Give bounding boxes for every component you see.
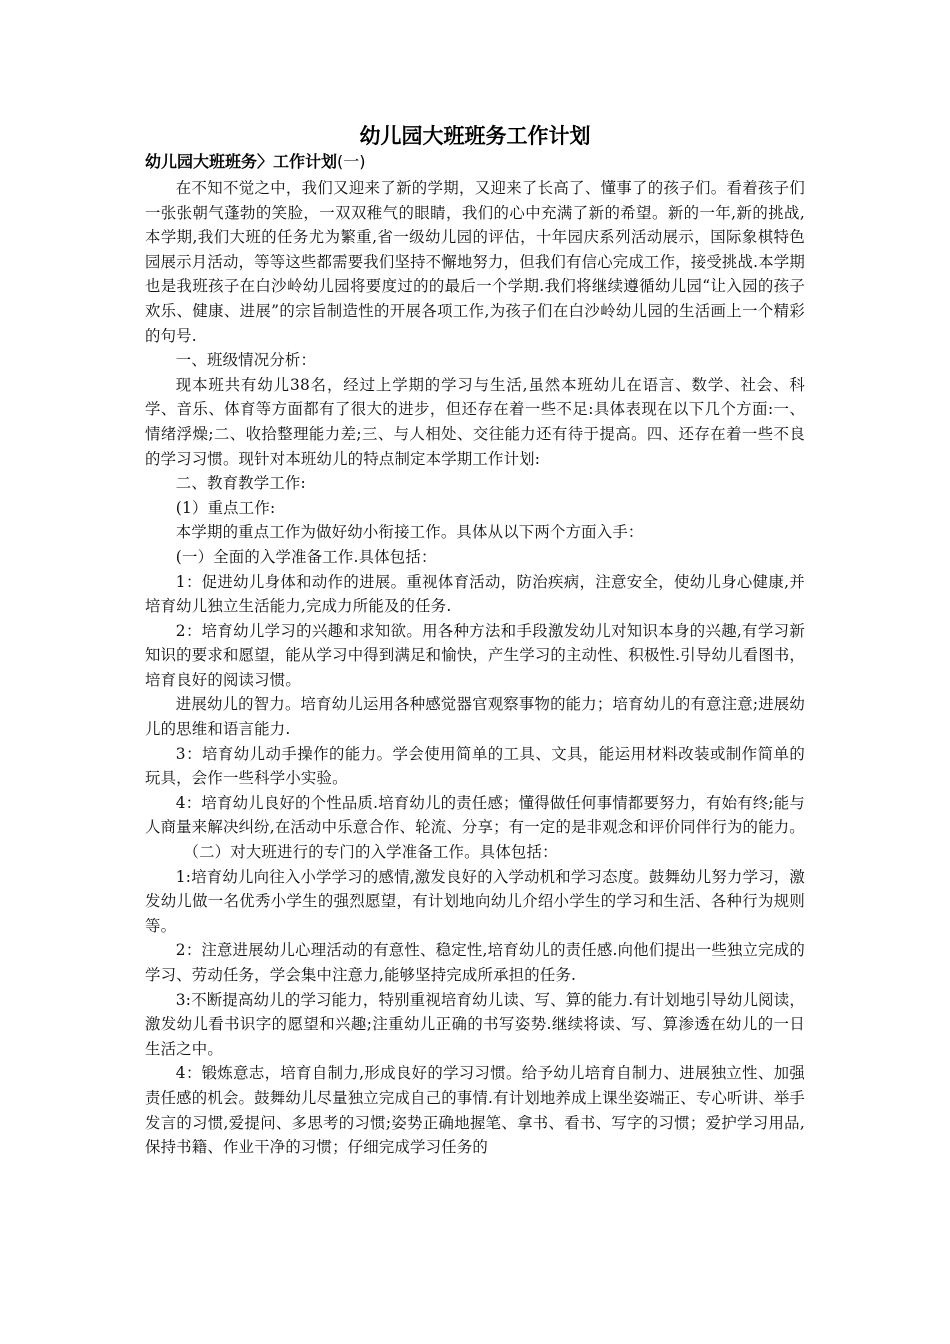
subtitle-main: 幼儿园大班班务〉工作计划 bbox=[145, 152, 338, 171]
paragraph-special-2: 2：注意进展幼儿心理活动的有意性、稳定性,培育幼儿的责任感.向他们提出一些独立完成的学习、劳动任务，学会集中注意力,能够坚持完成所承担的任务. bbox=[145, 941, 805, 984]
heading-key-work: (1）重点工作: bbox=[175, 498, 276, 517]
heading-general-preparation: (一）全面的入学准备工作.具体包括： bbox=[175, 547, 437, 566]
paragraph-intelligence: 进展幼儿的智力。培育幼儿运用各种感觉器官观察事物的能力；培育幼儿的有意注意;进展幼儿的思维和语言能力. bbox=[145, 695, 805, 739]
paragraph-intro: 在不知不觉之中，我们又迎来了新的学期，又迎来了长高了、懂事了的孩子们。看着孩子们一张张朝气蓬勃的笑脸，一双双稚气的眼睛，我们的心中充满了新的希望。新的一年,新的挑战,本学期,我们大班的任务尤为繁重,省一级幼儿园的评估，十年园庆系列活动展示，国际象棋特色园展示月活动，等等这些都需要我们坚持不懈地努力，但我们有信心完成工作，接受挑战.本学期也是我班孩子在白沙岭幼儿园将要度过的的最后一个学期.我们将继续遵循幼儿园“让入园的孩子欢乐、健康、进展”的宗旨制造性的开展各项工作,为孩子们在白沙岭幼儿园的生活画上一个精彩的句号. bbox=[145, 179, 805, 345]
subtitle-suffix: (一) bbox=[337, 152, 366, 171]
paragraph-item-3: 3：培育幼儿动手操作的能力。学会使用简单的工具、文具，能运用材料改装或制作简单的玩具，会作一些科学小实验。 bbox=[145, 744, 805, 788]
heading-class-analysis: 一、班级情况分析： bbox=[175, 351, 317, 370]
paragraph-key-work: 本学期的重点工作为做好幼小衔接工作。具体从以下两个方面入手： bbox=[175, 523, 644, 542]
paragraph-special-4: 4：锻炼意志，培育自制力,形成良好的学习习惯。给予幼儿培育自制力、进展独立性、加强责任感的机会。鼓舞幼儿尽量独立完成自己的事情.有计划地养成上课坐姿端正、专心听讲、举手发言的习惯,爱提问、多思考的习惯;姿势正确地握笔、拿书、看书、写字的习惯；爱护学习用品,保持书籍、作业干净的习惯；仔细完成学习任务的 bbox=[145, 1064, 805, 1157]
paragraph-item-1: 1：促进幼儿身体和动作的进展。重视体育活动，防治疾病，注意安全，使幼儿身心健康,并培育幼儿独立生活能力,完成力所能及的任务. bbox=[145, 572, 805, 616]
document-subtitle bbox=[145, 150, 366, 174]
paragraph-item-4: 4：培育幼儿良好的个性品质.培育幼儿的责任感；懂得做任何事情都要努力，有始有终;能与人商量来解决纠纷,在活动中乐意合作、轮流、分享；有一定的是非观念和评价同伴行为的能力。 bbox=[145, 793, 805, 837]
document-body bbox=[145, 176, 805, 1160]
paragraph-special-3: 3:不断提高幼儿的学习能力，特别重视培育幼儿读、写、算的能力.有计划地引导幼儿阅读，激发幼儿看书识字的愿望和兴趣;注重幼儿正确的书写姿势.继续将读、写、算渗透在幼儿的一日生活之中。 bbox=[145, 990, 805, 1058]
heading-teaching-work: 二、教育教学工作: bbox=[175, 474, 306, 493]
paragraph-class-analysis: 现本班共有幼儿38名，经过上学期的学习与生活,虽然本班幼儿在语言、数学、社会、科学、音乐、体育等方面都有了很大的进步，但还存在着一些不足:具体表现在以下几个方面:一、情绪浮燥;二、收拾整理能力差;三、与人相处、交往能力还有待于提高。四、还存在着一些不良的学习习惯。现针对本班幼儿的特点制定本学期工作计划: bbox=[145, 375, 805, 468]
paragraph-item-2: 2：培育幼儿学习的兴趣和求知欲。用各种方法和手段激发幼儿对知识本身的兴趣,有学习新知识的要求和愿望，能从学习中得到满足和愉快，产生学习的主动性、积极性.引导幼儿看图书，培育良好的阅读习惯。 bbox=[145, 621, 805, 689]
heading-special-preparation: （二）对大班进行的专门的入学准备工作。具体包括： bbox=[183, 843, 558, 862]
paragraph-special-1: 1:培育幼儿向往入小学学习的感情,激发良好的入学动机和学习态度。鼓舞幼儿努力学习，激发幼儿做一名优秀小学生的强烈愿望，有计划地向幼儿介绍小学生的学习和生活、各种行为规则等。 bbox=[145, 867, 805, 935]
document-title: 幼儿园大班班务工作计划 bbox=[359, 124, 591, 148]
